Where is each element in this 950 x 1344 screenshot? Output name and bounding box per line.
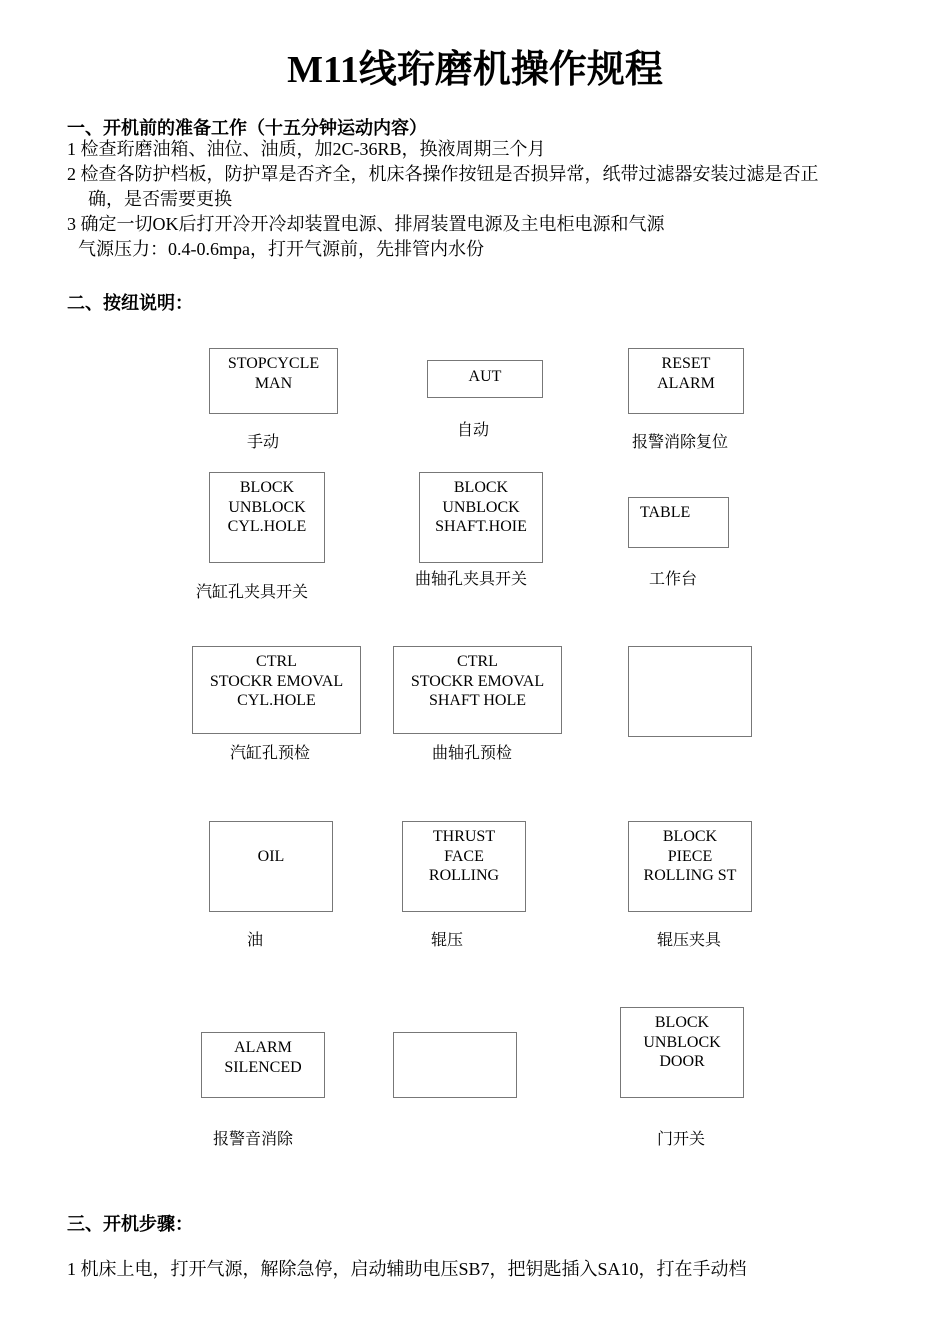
button-caption: 曲轴孔预检 bbox=[432, 745, 513, 762]
block-unblock-door-button bbox=[620, 1007, 744, 1098]
button-caption: 报警消除复位 bbox=[632, 434, 729, 451]
block-unblock-shaft-hole-button bbox=[419, 472, 543, 563]
block-piece-rolling-st-button bbox=[628, 821, 752, 912]
button-label: STOPCYCLE bbox=[227, 355, 320, 372]
blank-button bbox=[628, 646, 752, 737]
button-caption: 汽缸孔预检 bbox=[230, 745, 311, 762]
button-label: OIL bbox=[257, 848, 285, 865]
button-label: PIECE bbox=[667, 847, 713, 865]
button-label: ROLLING ST bbox=[643, 867, 737, 884]
ctrl-stock-removal-shaft-hole-button bbox=[393, 646, 562, 734]
button-label: AUT bbox=[468, 368, 502, 385]
thrust-face-rolling-button bbox=[402, 821, 526, 912]
section1-item: 2 检查各防护档板，防护罩是否齐全，机床各操作按钮是否损异常，纸带过滤器安装过滤是否正 bbox=[67, 164, 819, 184]
oil-button bbox=[209, 821, 333, 912]
button-label: UNBLOCK bbox=[643, 1033, 721, 1051]
button-label: CYL.HOLE bbox=[227, 518, 307, 535]
button-label: BLOCK bbox=[239, 479, 295, 496]
button-label: BLOCK bbox=[453, 479, 509, 496]
button-label: ALARM bbox=[657, 374, 715, 392]
page-title: M11线珩磨机操作规程 bbox=[287, 49, 663, 91]
block-unblock-cyl-hole-button bbox=[209, 472, 325, 563]
aut-button bbox=[427, 360, 543, 398]
button-caption: 报警音消除 bbox=[213, 1131, 294, 1148]
section1-item: 3 确定一切OK后打开冷开冷却装置电源、排屑装置电源及主电柜电源和气源 bbox=[67, 214, 665, 234]
section2-heading: 二、按纽说明： bbox=[67, 293, 193, 313]
reset-alarm-button bbox=[628, 348, 744, 414]
button-label: SHAFT.HOIE bbox=[435, 518, 527, 535]
button-label: DOOR bbox=[659, 1053, 705, 1070]
ctrl-stock-removal-cyl-hole-button bbox=[192, 646, 361, 734]
button-caption: 辊压夹具 bbox=[657, 932, 722, 949]
button-caption: 油 bbox=[247, 932, 264, 949]
section1-item: 气源压力：0.4-0.6mpa，打开气源前，先排管内水份 bbox=[78, 239, 484, 259]
button-label: BLOCK bbox=[654, 1014, 710, 1031]
section3-heading: 三、开机步骤： bbox=[67, 1214, 193, 1234]
section1-heading: 一、开机前的准备工作（十五分钟运动内容） bbox=[67, 118, 427, 138]
button-label: BLOCK bbox=[662, 828, 718, 845]
section3-item: 1 机床上电，打开气源，解除急停，启动辅助电压SB7，把钥匙插入SA10，打在手动档 bbox=[67, 1259, 747, 1279]
button-label: CTRL bbox=[457, 653, 498, 670]
button-caption: 辊压 bbox=[431, 932, 464, 949]
button-label: FACE bbox=[444, 847, 484, 865]
table-button bbox=[628, 497, 729, 548]
button-caption: 手动 bbox=[247, 434, 280, 451]
button-label: MAN bbox=[254, 374, 293, 392]
button-caption: 自动 bbox=[457, 422, 490, 439]
button-label: CTRL bbox=[256, 653, 297, 670]
button-caption: 门开关 bbox=[657, 1131, 706, 1148]
button-label: CYL.HOLE bbox=[237, 692, 316, 709]
button-caption: 汽缸孔夹具开关 bbox=[196, 584, 309, 601]
blank-button bbox=[393, 1032, 517, 1098]
button-label: STOCKR EMOVAL bbox=[410, 672, 545, 690]
button-label: TABLE bbox=[640, 504, 691, 521]
section1-item: 1 检查珩磨油箱、油位、油质，加2C-36RB，换液周期三个月 bbox=[67, 139, 546, 159]
section1-item: 确，是否需要更换 bbox=[88, 189, 232, 209]
button-label: SILENCED bbox=[224, 1058, 302, 1076]
button-label: SHAFT HOLE bbox=[428, 692, 527, 709]
button-label: ROLLING bbox=[428, 867, 500, 884]
stopcycle-man-button bbox=[209, 348, 338, 414]
button-caption: 曲轴孔夹具开关 bbox=[415, 571, 528, 588]
button-caption: 工作台 bbox=[649, 571, 698, 588]
button-label: THRUST bbox=[432, 828, 496, 845]
button-label: UNBLOCK bbox=[228, 498, 306, 516]
alarm-silenced-button bbox=[201, 1032, 325, 1098]
button-label: STOCKR EMOVAL bbox=[209, 672, 344, 690]
button-label: RESET bbox=[661, 355, 711, 372]
button-label: UNBLOCK bbox=[442, 498, 520, 516]
button-label: ALARM bbox=[234, 1039, 292, 1056]
